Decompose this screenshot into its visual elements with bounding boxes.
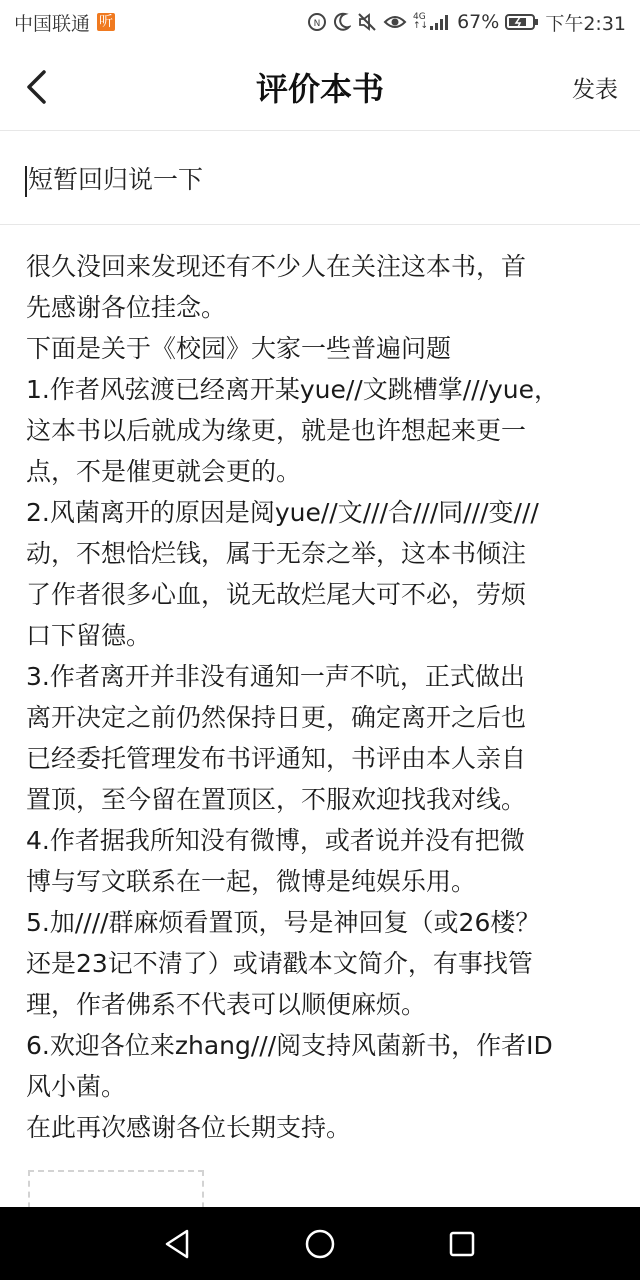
listen-badge: 听 bbox=[99, 14, 114, 30]
review-line: 很久没回来发现还有不少人在关注这本书，首 bbox=[26, 252, 527, 281]
system-nav-bar bbox=[0, 1207, 640, 1280]
review-line: 动，不想恰烂钱，属于无奈之举，这本书倾注 bbox=[26, 539, 527, 568]
svg-text:N: N bbox=[313, 19, 321, 29]
moon-icon bbox=[333, 12, 351, 32]
mute-icon bbox=[357, 12, 377, 32]
status-bar bbox=[0, 0, 640, 44]
page-title: 评价本书 bbox=[255, 70, 384, 108]
review-line: 这本书以后就成为缘更，就是也许想起来更一 bbox=[26, 416, 527, 445]
review-line: 口下留德。 bbox=[26, 621, 152, 650]
back-button[interactable] bbox=[14, 64, 60, 110]
battery-icon bbox=[505, 13, 539, 31]
network-type-label: 4G bbox=[413, 12, 426, 22]
review-line: 3.作者离开并非没有通知一声不吭，正式做出 bbox=[26, 662, 525, 691]
review-title-value: 短暂回归说一下 bbox=[28, 164, 204, 194]
data-saver-icon bbox=[307, 12, 327, 32]
review-line: 2.风菌离开的原因是阅yue//文///合///同///变/// bbox=[26, 498, 539, 527]
review-line: 了作者很多心血，说无故烂尾大可不必，劳烦 bbox=[26, 580, 527, 609]
square-recent-icon bbox=[447, 1229, 477, 1259]
review-line: 6.欢迎各位来zhang///阅支持风菌新书，作者ID bbox=[26, 1031, 553, 1060]
nav-home-button[interactable] bbox=[285, 1207, 355, 1280]
nav-back-button[interactable] bbox=[143, 1207, 213, 1280]
review-line: 离开决定之前仍然保持日更，确定离开之后也 bbox=[26, 703, 527, 732]
status-left bbox=[14, 0, 115, 44]
text-cursor bbox=[25, 166, 27, 197]
review-content-textarea[interactable] bbox=[26, 246, 620, 1148]
review-line: 还是23记不清了）或请戳本文简介，有事找管 bbox=[26, 949, 533, 978]
review-line: 在此再次感谢各位长期支持。 bbox=[26, 1113, 352, 1142]
nav-recent-button[interactable] bbox=[427, 1207, 497, 1280]
review-line: 下面是关于《校园》大家一些普遍问题 bbox=[26, 334, 452, 363]
network-activity-label: ↑↓ bbox=[413, 21, 429, 31]
review-line: 已经委托管理发布书评通知，书评由本人亲自 bbox=[26, 744, 527, 773]
eye-icon bbox=[383, 12, 407, 32]
battery-percent: 67% bbox=[457, 11, 500, 33]
triangle-back-icon bbox=[163, 1228, 193, 1260]
circle-home-icon bbox=[304, 1228, 336, 1260]
signal-icon bbox=[413, 13, 451, 31]
review-line: 点，不是催更就会更的。 bbox=[26, 457, 302, 486]
carrier-name: 中国联通 bbox=[14, 12, 91, 35]
review-line: 风小菌。 bbox=[26, 1072, 127, 1101]
review-line: 4.作者据我所知没有微博，或者说并没有把微 bbox=[26, 826, 525, 855]
back-arrow-icon bbox=[24, 69, 50, 105]
review-line: 1.作者风弦渡已经离开某yue//文跳槽掌///yue， bbox=[26, 375, 560, 404]
review-line: 置顶，至今留在置顶区，不服欢迎找我对线。 bbox=[26, 785, 527, 814]
review-line: 博与写文联系在一起，微博是纯娱乐用。 bbox=[26, 867, 477, 896]
header bbox=[0, 44, 640, 131]
review-line: 理，作者佛系不代表可以顺便麻烦。 bbox=[26, 990, 427, 1019]
review-line: 5.加////群麻烦看置顶，号是神回复（或26楼？ bbox=[26, 908, 541, 937]
clock: 下午2:31 bbox=[545, 12, 626, 35]
review-line: 先感谢各位挂念。 bbox=[26, 293, 227, 322]
publish-button[interactable]: 发表 bbox=[572, 76, 618, 103]
status-right bbox=[307, 0, 626, 44]
